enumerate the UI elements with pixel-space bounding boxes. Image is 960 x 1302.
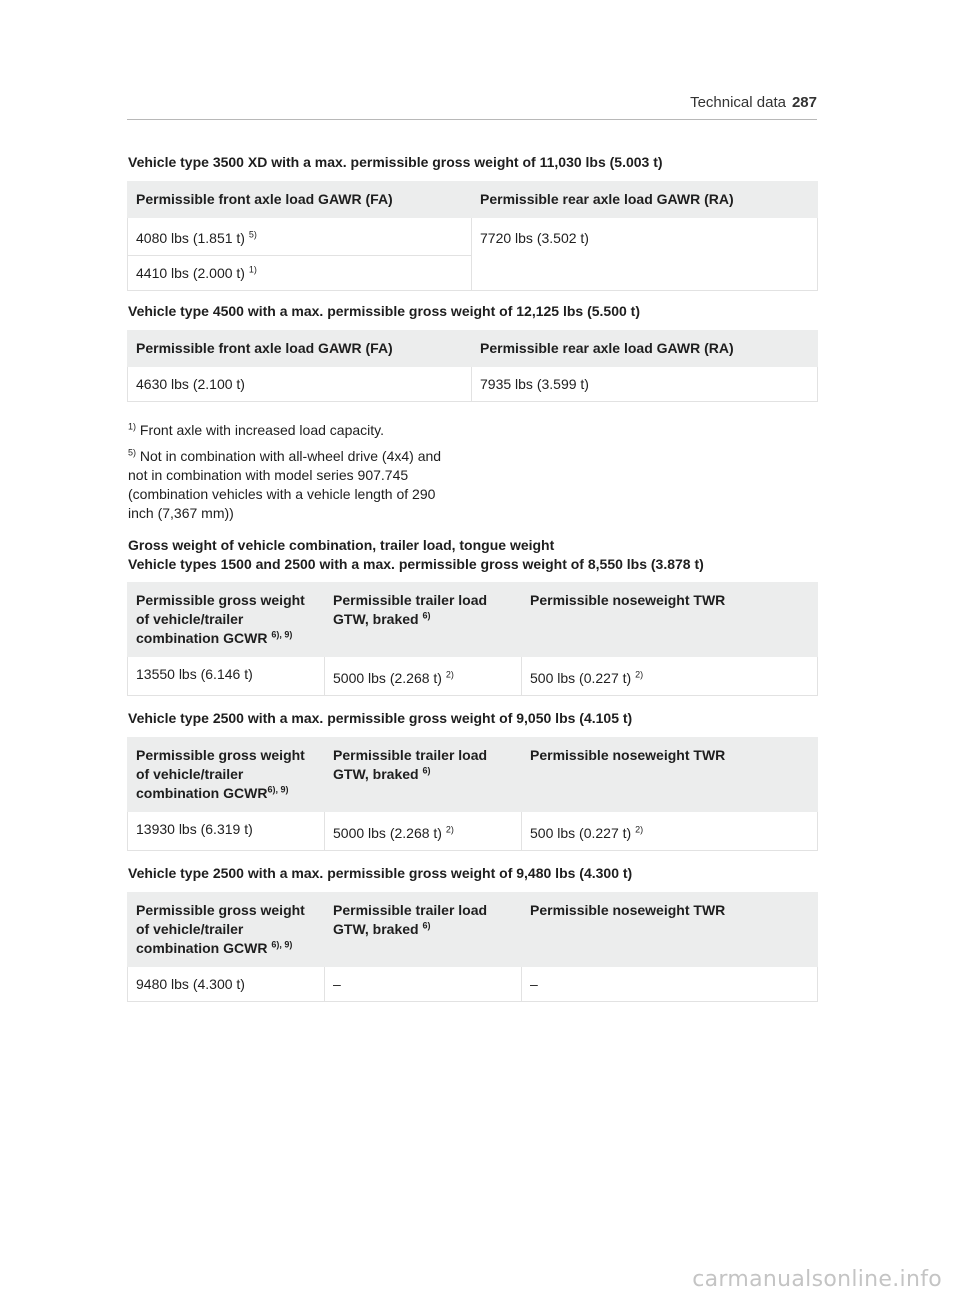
- table2-col-rear: Permissible rear axle load GAWR (RA): [472, 331, 818, 367]
- table4-twr: 500 lbs (0.227 t) $^{2)}$: [522, 812, 818, 851]
- table-row: [128, 367, 818, 402]
- table2-front: 4630 lbs (2.100 t): [128, 367, 472, 402]
- table4-col-twr: Permissible noseweight TWR: [522, 738, 818, 812]
- table4-col-gcwr: Permissible gross weight of vehicle/trailer combination $GCWR^{6), 9)}$: [128, 738, 325, 812]
- table5-heading: Vehicle type 2500 with a max. permissible gross weight of 9,480 lbs (4.300 t): [128, 865, 633, 881]
- table-row: [128, 218, 818, 256]
- table5-col-gtw: Permissible trailer load GTW, braked $^{6)}$: [325, 893, 522, 967]
- page-number: 287: [791, 94, 817, 111]
- table2-header-row: [128, 331, 818, 367]
- table5-header-row: [128, 893, 818, 967]
- table1-col-front: Permissible front axle load GAWR (FA): [128, 182, 472, 218]
- table4-gtw: 5000 lbs (2.268 t) $^{2)}$: [325, 812, 522, 851]
- table5-col-gcwr: Permissible gross weight of vehicle/trailer combination GCWR $^{6), 9)}$: [128, 893, 325, 967]
- table2-rear: 7935 lbs (3.599 t): [472, 367, 818, 402]
- table2: [127, 330, 818, 402]
- table3-col-gtw: Permissible trailer load GTW, braked $^{6)}$: [325, 583, 522, 657]
- footnote-ref: 5): [248, 229, 257, 240]
- table4: [127, 737, 818, 851]
- table1-front-2: 4410 lbs (2.000 t) $^{1)}$: [128, 256, 472, 291]
- table-row: [128, 967, 818, 1002]
- table1-header-row: [128, 182, 818, 218]
- table5-col-twr: Permissible noseweight TWR: [522, 893, 818, 967]
- table3: [127, 582, 818, 696]
- table3-header-row: [128, 583, 818, 657]
- table3-gtw: 5000 lbs (2.268 t) $^{2)}$: [325, 657, 522, 696]
- table-row: [128, 657, 818, 696]
- table3-heading: Vehicle types 1500 and 2500 with a max. permissible gross weight of 8,550 lbs (3.878 t): [128, 556, 704, 572]
- table4-col-gtw: Permissible trailer load GTW, braked $^{6)}$: [325, 738, 522, 812]
- table5-twr: –: [522, 967, 818, 1002]
- table4-header-row: [128, 738, 818, 812]
- table5-gcwr: 9480 lbs (4.300 t): [128, 967, 325, 1002]
- table4-heading: Vehicle type 2500 with a max. permissible gross weight of 9,050 lbs (4.105 t): [128, 710, 633, 726]
- table4-gcwr: 13930 lbs (6.319 t): [128, 812, 325, 851]
- table5-gtw: –: [325, 967, 522, 1002]
- table1-col-rear: Permissible rear axle load GAWR (RA): [472, 182, 818, 218]
- footnote-5: $^{5)}$ Not in combination with all-wheel drive (4x4) and not in combination with model series 907.745 (combination vehicles with a vehicle length of 290 inch (7,367 mm)): [128, 447, 442, 521]
- combination-heading: Gross weight of vehicle combination, trailer load, tongue weight: [128, 537, 555, 553]
- table1-front-1: 4080 lbs (1.851 t) $^{5)}$: [128, 218, 472, 256]
- section-title: Technical data: [690, 94, 786, 111]
- footnotes: [128, 421, 448, 530]
- header-divider: [127, 119, 817, 120]
- table1-rear: 7720 lbs (3.502 t): [472, 218, 818, 291]
- table3-col-gcwr: Permissible gross weight of vehicle/trailer combination GCWR $^{6), 9)}$: [128, 583, 325, 657]
- page-header: [690, 94, 817, 111]
- table2-col-front: Permissible front axle load GAWR (FA): [128, 331, 472, 367]
- table1-heading: Vehicle type 3500 XD with a max. permissible gross weight of 11,030 lbs (5.003 t): [128, 154, 663, 170]
- footnote-1: $^{1)}$ Front axle with increased load capacity.: [128, 421, 384, 438]
- table2-heading: Vehicle type 4500 with a max. permissible gross weight of 12,125 lbs (5.500 t): [128, 303, 640, 319]
- table1: [127, 181, 818, 291]
- table5: [127, 892, 818, 1002]
- footnote-ref: 1): [248, 264, 257, 275]
- table-row: [128, 812, 818, 851]
- table3-gcwr: 13550 lbs (6.146 t): [128, 657, 325, 696]
- watermark: carmanualsonline.info: [692, 1267, 942, 1292]
- table3-col-twr: Permissible noseweight TWR: [522, 583, 818, 657]
- table3-twr: 500 lbs (0.227 t) $^{2)}$: [522, 657, 818, 696]
